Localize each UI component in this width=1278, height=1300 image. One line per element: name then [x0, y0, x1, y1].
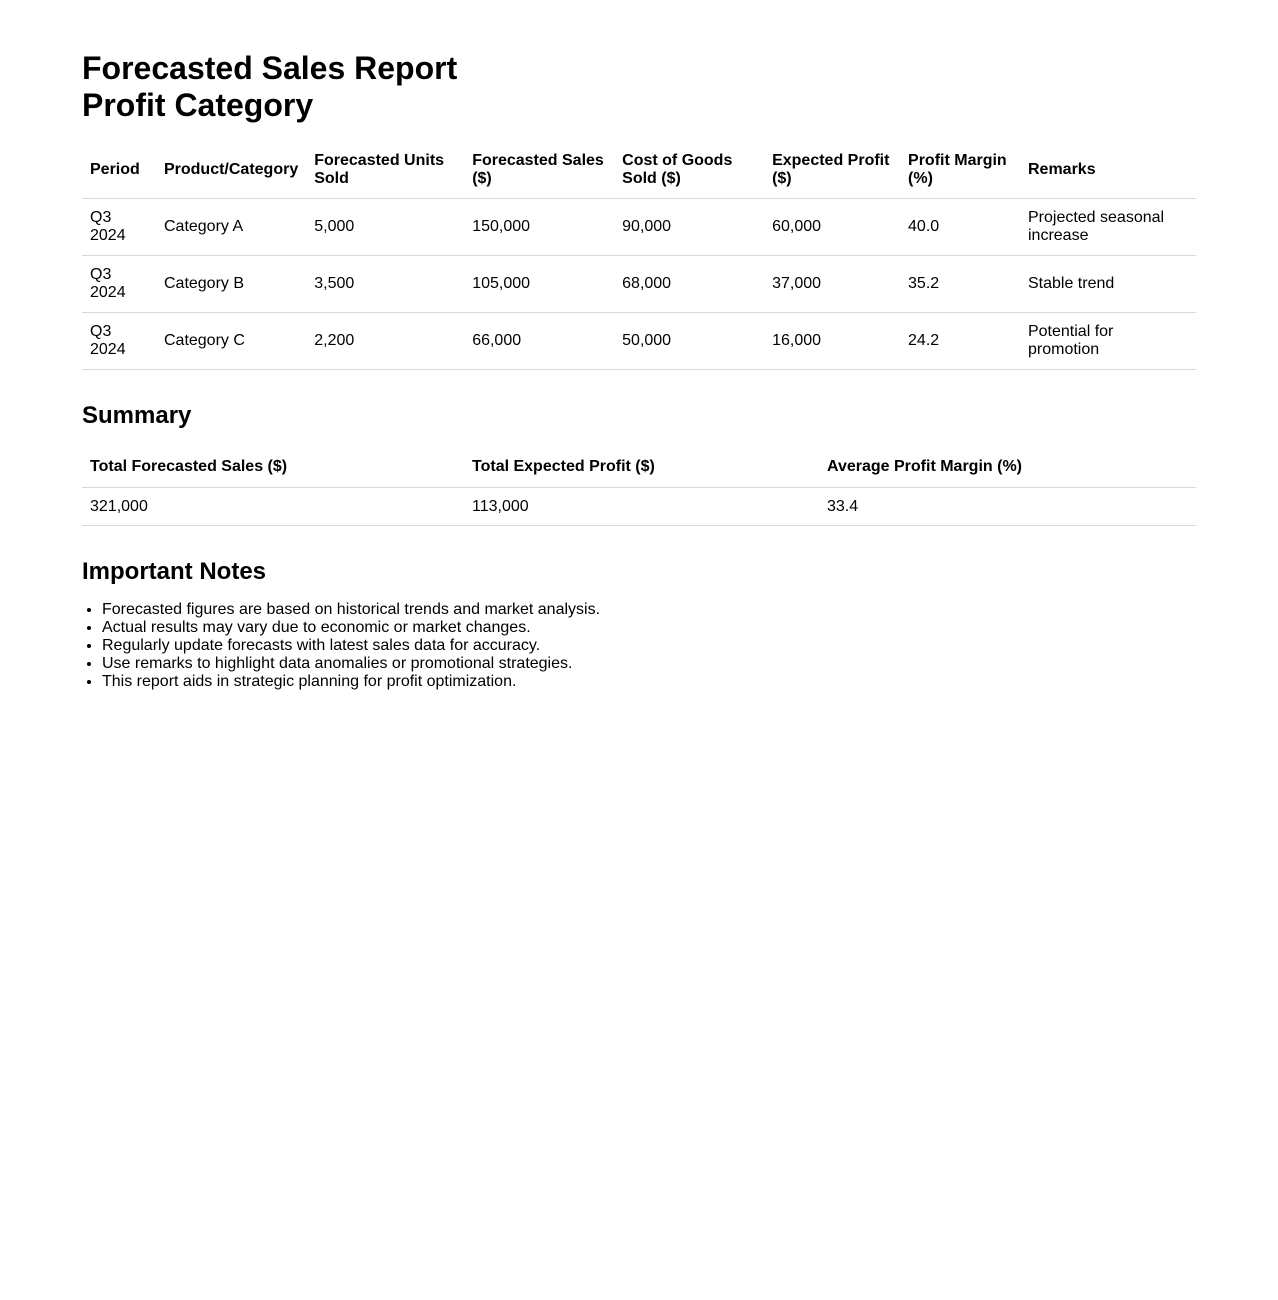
- table-row: [82, 199, 1196, 256]
- cell-product-category: Category C: [156, 313, 306, 370]
- cell-remarks: Potential for promotion: [1020, 313, 1196, 370]
- notes-heading: Important Notes: [82, 558, 267, 585]
- cell-period: Q3 2024: [82, 313, 156, 370]
- summary-header-total-expected-profit: Total Expected Profit ($): [464, 448, 819, 488]
- cell-cost-of-goods-sold: 68,000: [614, 256, 764, 313]
- forecast-header-row: [82, 142, 1196, 199]
- cell-profit-margin: 40.0: [900, 199, 1020, 256]
- forecast-table: [82, 142, 1196, 370]
- cell-cost-of-goods-sold: 90,000: [614, 199, 764, 256]
- cell-expected-profit: 60,000: [764, 199, 900, 256]
- cell-cost-of-goods-sold: 50,000: [614, 313, 764, 370]
- summary-header-average-profit-margin: Average Profit Margin (%): [819, 448, 1196, 488]
- cell-remarks: Projected seasonal increase: [1020, 199, 1196, 256]
- list-item: • Regularly update forecasts with latest sales data for accuracy.: [102, 637, 1196, 655]
- table-row: [82, 256, 1196, 313]
- table-row: [82, 313, 1196, 370]
- column-header-cost-of-goods-sold: Cost of Goods Sold ($): [614, 142, 764, 199]
- column-header-forecasted-sales: Forecasted Sales ($): [464, 142, 614, 199]
- column-header-remarks: Remarks: [1020, 142, 1196, 199]
- cell-profit-margin: 24.2: [900, 313, 1020, 370]
- summary-row: [82, 488, 1196, 526]
- summary-heading: Summary: [82, 402, 192, 429]
- summary-value-total-expected-profit: 113,000: [464, 488, 819, 526]
- cell-forecasted-units-sold: 5,000: [306, 199, 464, 256]
- title-line-2: Profit Category: [82, 87, 314, 123]
- column-header-product-category: Product/Category: [156, 142, 306, 199]
- cell-profit-margin: 35.2: [900, 256, 1020, 313]
- column-header-expected-profit: Expected Profit ($): [764, 142, 900, 199]
- column-header-profit-margin: Profit Margin (%): [900, 142, 1020, 199]
- cell-expected-profit: 37,000: [764, 256, 900, 313]
- summary-table: [82, 448, 1196, 526]
- report-page: [82, 50, 1196, 691]
- summary-value-average-profit-margin: 33.4: [819, 488, 1196, 526]
- list-item: • Use remarks to highlight data anomalies or promotional strategies.: [102, 655, 1196, 673]
- cell-product-category: Category A: [156, 199, 306, 256]
- list-item: • This report aids in strategic planning for profit optimization.: [102, 673, 1196, 691]
- column-header-period: Period: [82, 142, 156, 199]
- page-title: [82, 50, 1196, 124]
- cell-forecasted-units-sold: 2,200: [306, 313, 464, 370]
- cell-period: Q3 2024: [82, 199, 156, 256]
- summary-header-row: [82, 448, 1196, 488]
- cell-remarks: Stable trend: [1020, 256, 1196, 313]
- column-header-forecasted-units-sold: Forecasted Units Sold: [306, 142, 464, 199]
- cell-forecasted-sales: 150,000: [464, 199, 614, 256]
- title-line-1: Forecasted Sales Report: [82, 50, 458, 86]
- cell-forecasted-sales: 105,000: [464, 256, 614, 313]
- cell-period: Q3 2024: [82, 256, 156, 313]
- summary-header-total-forecasted-sales: Total Forecasted Sales ($): [82, 448, 464, 488]
- list-item: • Actual results may vary due to economic or market changes.: [102, 619, 1196, 637]
- cell-product-category: Category B: [156, 256, 306, 313]
- cell-forecasted-sales: 66,000: [464, 313, 614, 370]
- cell-forecasted-units-sold: 3,500: [306, 256, 464, 313]
- summary-value-total-forecasted-sales: 321,000: [82, 488, 464, 526]
- cell-expected-profit: 16,000: [764, 313, 900, 370]
- notes-list: [82, 601, 1196, 691]
- list-item: • Forecasted figures are based on historical trends and market analysis.: [102, 601, 1196, 619]
